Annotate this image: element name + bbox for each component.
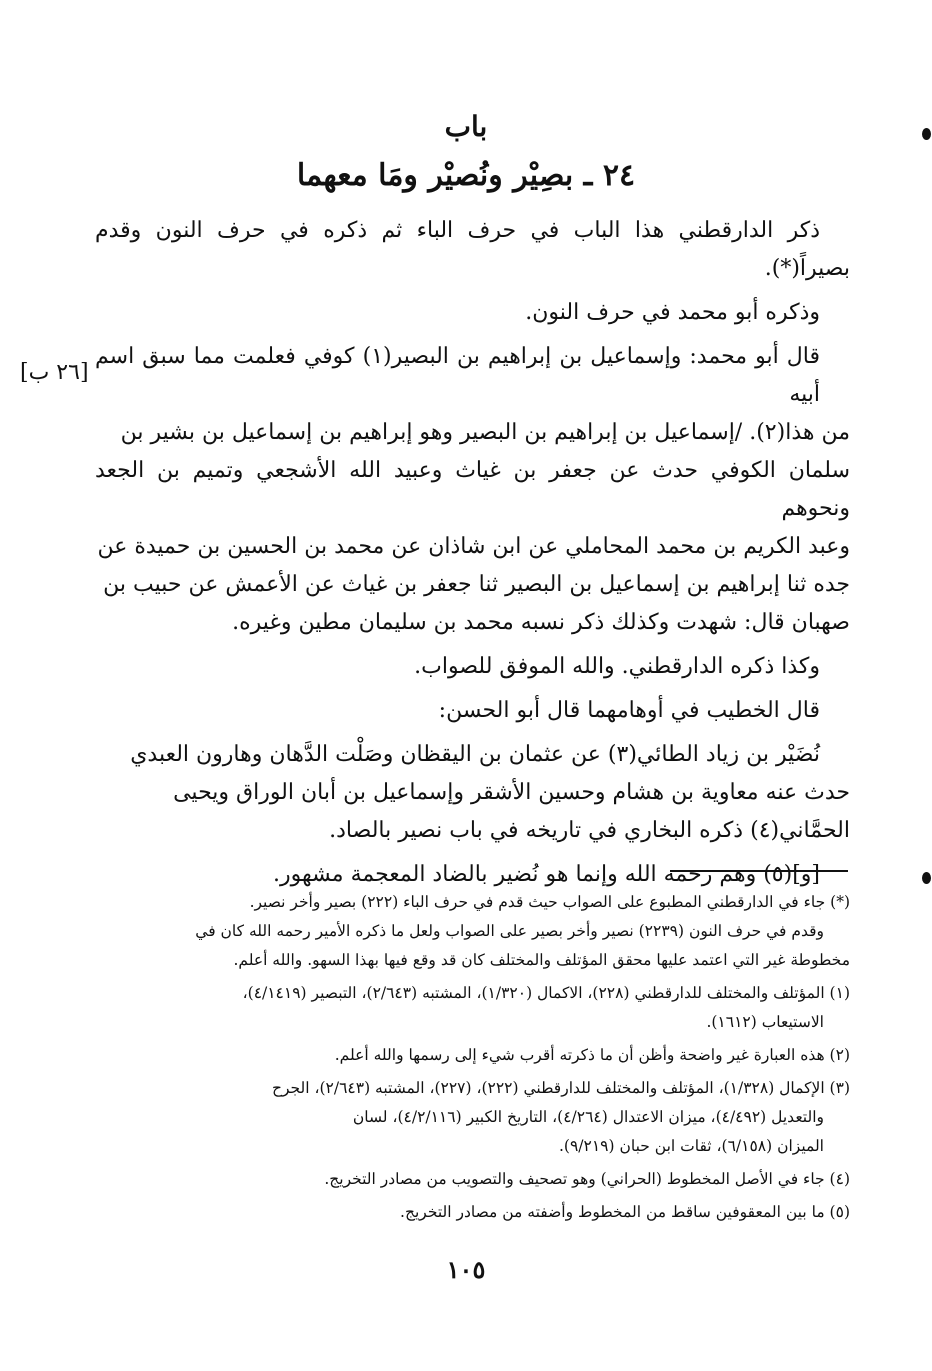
footnote-star [95, 888, 850, 975]
footnote-star-line-3: مخطوطة غير التي اعتمد عليها محقق المؤتلف والمختلف كان قد وقع فيها بهذا السهو. والله أعلم. [233, 951, 850, 969]
paragraph-3 [95, 338, 850, 642]
chapter-title: ٢٤ ـ بصِيْر ونُصيْر ومَا معهما [296, 158, 636, 193]
footnote-3 [95, 1074, 850, 1161]
paragraph-3-line-1: قال أبو محمد: وإسماعيل بن إبراهيم بن البصير(١) كوفي فعلمت مما سبق اسم أبيه [95, 344, 820, 407]
footnote-5-line-1: (٥) ما بين المعقوفين ساقط من المخطوط وأضفته من مصادر التخريج. [400, 1203, 850, 1221]
page-number: ١٠٥ [446, 1255, 486, 1284]
paragraph-5: قال الخطيب في أوهامهما قال أبو الحسن: [438, 698, 820, 723]
margin-mark-bottom [922, 872, 931, 884]
paragraph-3-line-3: سلمان الكوفي حدث عن جعفر بن غياث وعبيد الله الأشجعي وتميم بن الجعد ونحوهم [95, 458, 850, 521]
footnote-star-line-2: وقدم في حرف النون (٢٢٣٩) نصير وأخر بصير على الصواب ولعل ما ذكره الأمير رحمه الله كان في [195, 922, 824, 940]
paragraph-6 [95, 736, 850, 850]
footnote-2 [95, 1041, 850, 1070]
paragraph-3-line-4: وعبد الكريم بن محمد المحاملي عن ابن شاذان عن محمد بن الحسين بن حميدة عن [97, 534, 850, 559]
paragraph-6-line-1: نُضَيْر بن زياد الطائي(٣) عن عثمان بن اليقظان وصَلْت الدَّهان وهارون العبدي [130, 742, 820, 767]
chapter-label: باب [444, 110, 488, 143]
footnote-3-line-2: والتعديل (٤/٤٩٢)، ميزان الاعتدال (٤/٢٦٤)، التاريخ الكبير (٤/٢/١١٦)، لسان [352, 1108, 824, 1126]
paragraph-6-line-3: الحمَّاني(٤) ذكره البخاري في تاريخه في باب نصير بالصاد. [329, 818, 850, 843]
paragraph-4: وكذا ذكره الدارقطني. والله الموفق للصواب. [414, 654, 820, 679]
paragraph-7: [و](٥) وهم رحمه الله وإنما هو نُضير بالضاد المعجمة مشهور. [273, 862, 820, 887]
footnote-3-line-3: الميزان (٦/١٥٨)، ثقات ابن حبان (٩/٢١٩). [559, 1137, 824, 1155]
footnote-separator [670, 870, 848, 872]
footnote-4 [95, 1165, 850, 1194]
footnotes [95, 888, 850, 1231]
footnote-1-line-2: الاستيعاب (١٦١٢). [706, 1013, 824, 1031]
paragraph-6-line-2: حدث عنه معاوية بن هشام وحسين الأشقر وإسماعيل بن أبان الوراق ويحيى [173, 780, 850, 805]
paragraph-3-line-2: من هذا(٢). /إسماعيل بن إبراهيم بن البصير وهو إبراهيم بن إسماعيل بن بشير بن [120, 420, 850, 445]
paragraph-3-line-5: جده ثنا إبراهيم بن إسماعيل بن البصير ثنا جعفر بن غياث عن الأعمش عن حبيب بن [103, 572, 850, 597]
paragraph-1: ذكر الدارقطني هذا الباب في حرف الباء ثم ذكره في حرف النون وقدم بصيراً(*). [95, 218, 850, 281]
footnote-2-line-1: (٢) هذه العبارة غير واضحة وأظن أن ما ذكرته أقرب شيء إلى رسمها والله أعلم. [334, 1046, 850, 1064]
footnote-star-line-1: (*) جاء في الدارقطني المطبوع على الصواب حيث قدم في حرف الباء (٢٢٢) بصير وأخر نصير. [249, 893, 850, 911]
footnote-3-line-1: (٣) الإكمال (١/٣٢٨)، المؤتلف والمختلف للدارقطني (٢٢٢)، (٢٢٧)، المشتبه (٢/٦٤٣)، الجرح [271, 1079, 850, 1097]
main-text [95, 212, 850, 900]
manuscript-folio-ref: [٢٦ ب] [20, 360, 89, 385]
footnote-1-line-1: (١) المؤتلف والمختلف للدارقطني (٢٢٨)، الاكمال (١/٣٢٠)، المشتبه (٢/٦٤٣)، التبصير (٤/١٤١٩)، [242, 984, 850, 1002]
footnote-5 [95, 1198, 850, 1227]
paragraph-3-line-6: صهبان قال: شهدت وكذلك ذكر نسبه محمد بن سليمان مطين وغيره. [232, 610, 850, 635]
footnote-4-line-1: (٤) جاء في الأصل المخطوط (الحراني) وهو تصحيف والتصويب من مصادر التخريج. [324, 1170, 850, 1188]
paragraph-2: وذكره أبو محمد في حرف النون. [525, 300, 820, 325]
footnote-1 [95, 979, 850, 1037]
